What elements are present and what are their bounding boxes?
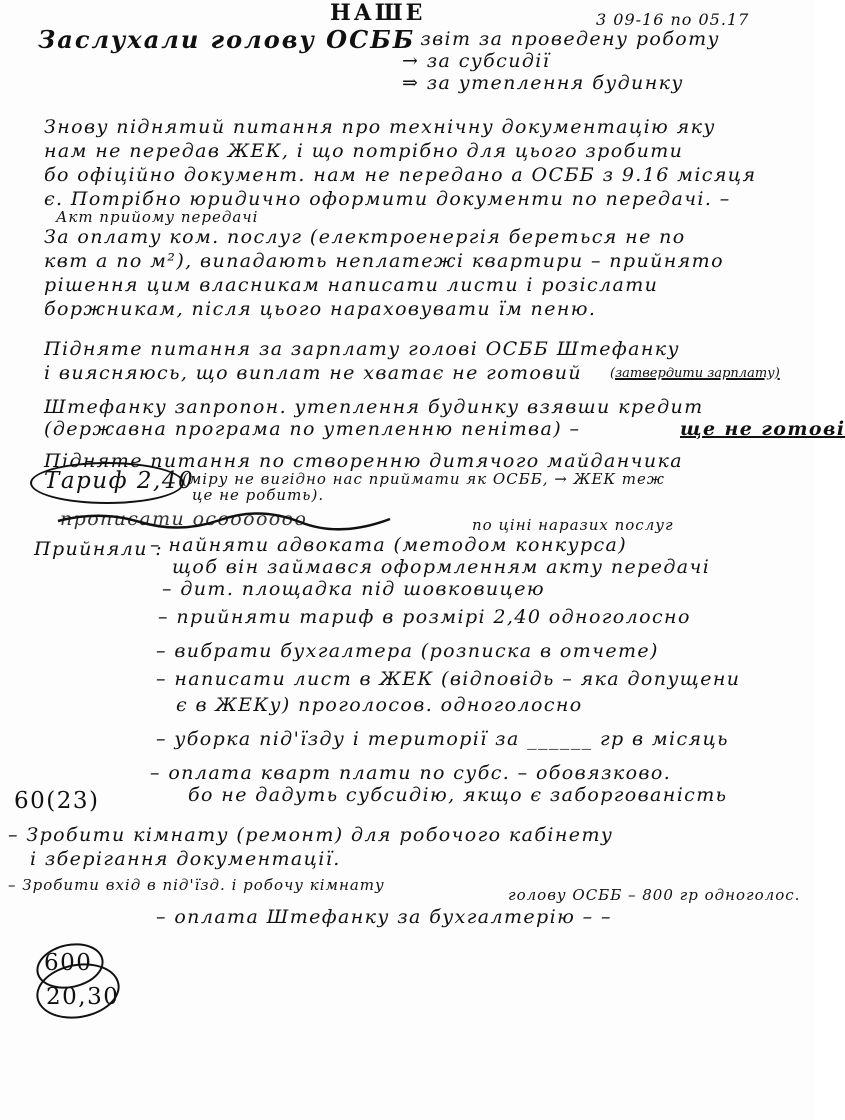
- price-note: по ціні наразих послуг: [472, 516, 674, 534]
- decision-item: – найняти адвоката (методом конкурса): [150, 534, 628, 556]
- decision-item-sub: є в ЖЕКу) проголосов. одноголосно: [176, 694, 583, 716]
- header-title: Заслухали голову ОСББ: [38, 25, 416, 54]
- paragraph1-line: бо офіційно документ. нам не передано а ОСББ з 9.16 місяця: [44, 164, 757, 186]
- header-stamp: НАШЕ: [330, 0, 426, 26]
- decision-item: – написати лист в ЖЕК (відповідь – яка допущени: [156, 668, 741, 690]
- header-date: 3 09-16 по 05.17: [596, 10, 750, 29]
- paragraph3-line: Підняте питання за зарплату голові ОСББ Штефанку: [44, 338, 680, 360]
- paragraph3-note: (затвердити зарплату): [610, 366, 780, 381]
- paragraph2-line: рішення цим власникам написати листи і розіслати: [44, 274, 659, 296]
- header-item-report: – звіт за проведену роботу: [402, 28, 720, 50]
- margin-number: 60(23): [14, 788, 100, 814]
- decision-item: – прийняти тариф в розмірі 2,40 одноголосно: [158, 606, 691, 628]
- decision-item: – оплата кварт плати по субс. – обовязково.: [150, 762, 672, 784]
- header-item-subsidies: → за субсидії: [402, 50, 551, 72]
- paragraph2-line: квт а по м²), випадають неплатежі квартири – прийнято: [44, 250, 724, 272]
- decision-item-sub: щоб він займався оформленням акту передачі: [172, 556, 711, 578]
- paragraph1-line: нам не передав ЖЕК, і що потрібно для цього зробити: [44, 140, 684, 162]
- salary-line: голову ОСББ – 800 гр одноголос.: [508, 886, 801, 904]
- paragraph1-line: Знову піднятий питання про технічну документацію яку: [44, 116, 716, 138]
- decision-item: – вибрати бухгалтера (розписка в отчете): [156, 640, 659, 662]
- todo-item-sub: і зберігання документації.: [30, 848, 341, 870]
- oval-value-2030: 20,30: [46, 984, 120, 1010]
- paragraph2-line: боржникам, після цього нараховувати їм пеню.: [44, 298, 597, 320]
- oval-value-600: 600: [44, 950, 93, 976]
- tariff-note-line2: це не робить).: [192, 486, 325, 504]
- paragraph4-line: (державна програма по утепленню пенітва) –: [44, 418, 581, 440]
- paragraph4-line: Штефанку запропон. утеплення будинку взявши кредит: [44, 396, 704, 418]
- act-note: Акт прийому передачі: [56, 208, 259, 226]
- decided-label: Прийняли :: [34, 538, 164, 560]
- tariff-note-line1: (міру не вигідно нас приймати як ОСББ, → ЖЕК теж: [182, 470, 665, 488]
- paragraph1-line: є. Потрібно юридично оформити документи по передачі. –: [44, 188, 731, 210]
- todo-item: – Зробити вхід в під'їзд. і робочу кімнату: [8, 876, 385, 894]
- decision-item: – дит. площадка під шовковицею: [162, 578, 545, 600]
- todo-item: – Зробити кімнату (ремонт) для робочого кабінету: [8, 824, 614, 846]
- paragraph4-note: ще не готові: [680, 418, 845, 440]
- paragraph2-line: За оплату ком. послуг (електроенергія береться не по: [44, 226, 686, 248]
- salary-line2: – оплата Штефанку за бухгалтерію – –: [156, 906, 612, 928]
- paragraph3-line: і виясняюсь, що виплат не хватає не готовий: [44, 362, 582, 384]
- header-item-insulation: ⇒ за утеплення будинку: [402, 72, 684, 94]
- decision-item: – уборка під'їзду і території за ______ гр в місяць: [156, 728, 729, 750]
- decision-item-sub: бо не дадуть субсидію, якщо є заборгованість: [188, 784, 728, 806]
- crossed-out-text: прописати ocooooooo: [60, 508, 308, 530]
- paragraph5-line: Підняте питання по створенню дитячого майданчика: [44, 450, 683, 472]
- tariff-label: Тариф 2,40: [44, 468, 195, 494]
